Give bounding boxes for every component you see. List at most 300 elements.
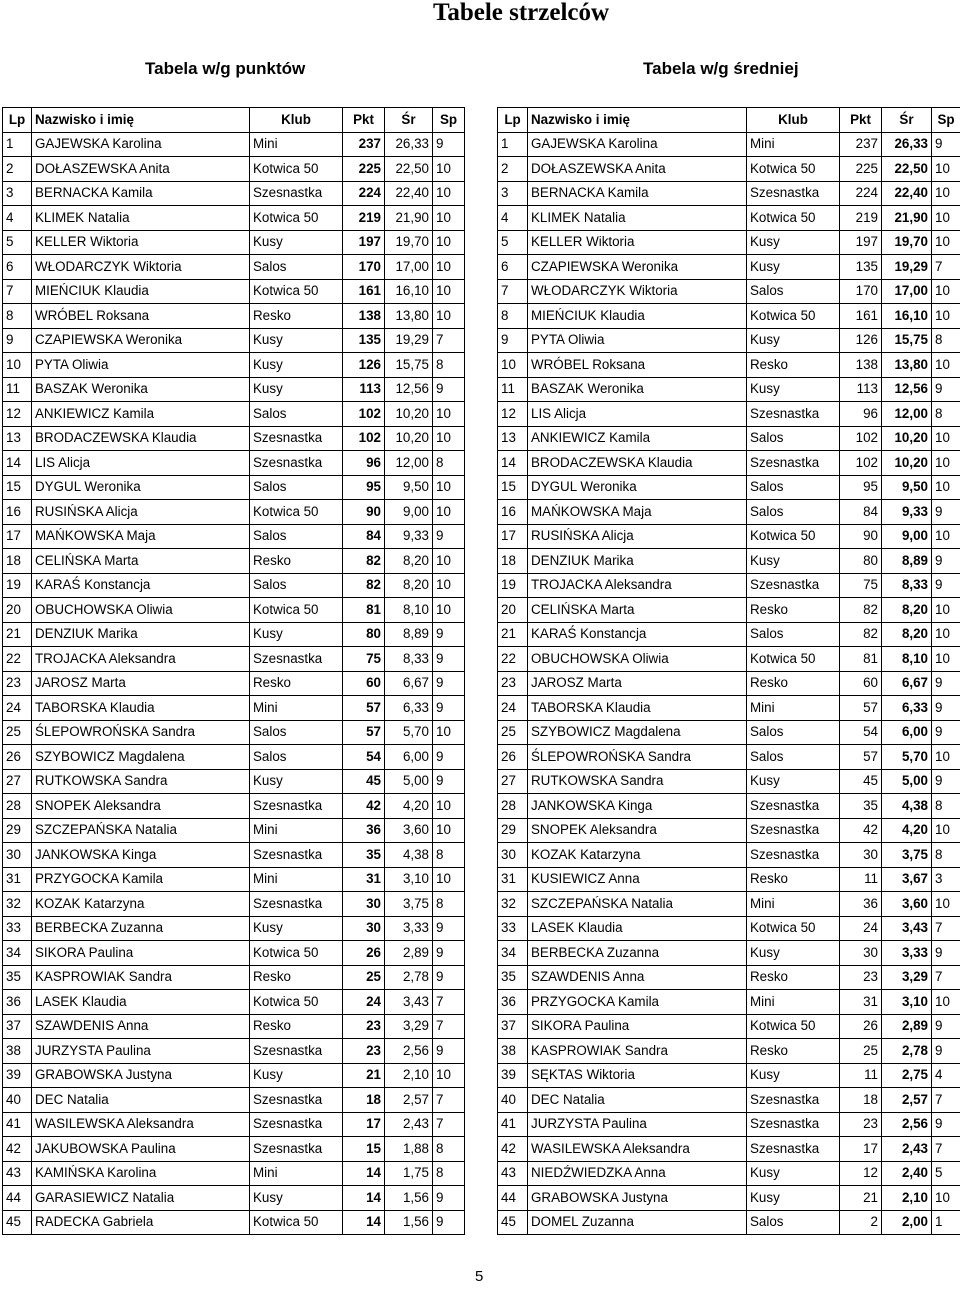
- cell-lp: 29: [498, 818, 528, 843]
- cell-lp: 10: [498, 353, 528, 378]
- cell-club: Kotwica 50: [250, 990, 343, 1015]
- cell-points: 170: [343, 255, 385, 280]
- table-row: [498, 916, 960, 941]
- cell-name: LIS Alicja: [528, 402, 747, 427]
- cell-points: 237: [840, 132, 882, 157]
- cell-club: Kusy: [747, 255, 840, 280]
- cell-lp: 16: [3, 500, 32, 525]
- cell-points: 113: [343, 377, 385, 402]
- cell-average: 3,60: [385, 818, 433, 843]
- cell-games: 7: [932, 255, 960, 280]
- header-games: Sp: [433, 108, 465, 133]
- cell-points: 21: [343, 1063, 385, 1088]
- cell-lp: 17: [3, 524, 32, 549]
- cell-name: SZAWDENIS Anna: [528, 965, 747, 990]
- cell-points: 11: [840, 1063, 882, 1088]
- cell-games: 10: [433, 157, 465, 182]
- table-row: [498, 745, 960, 770]
- table-row: [498, 720, 960, 745]
- cell-club: Resko: [747, 598, 840, 623]
- cell-games: 10: [932, 157, 960, 182]
- cell-average: 8,20: [385, 573, 433, 598]
- average-table: [497, 107, 960, 1235]
- table-row: [3, 1210, 465, 1235]
- cell-points: 30: [343, 892, 385, 917]
- cell-points: 219: [840, 206, 882, 231]
- cell-name: DEC Natalia: [528, 1088, 747, 1113]
- cell-club: Mini: [747, 990, 840, 1015]
- cell-lp: 6: [3, 255, 32, 280]
- table-row: [498, 794, 960, 819]
- cell-average: 3,29: [882, 965, 932, 990]
- cell-club: Mini: [747, 132, 840, 157]
- cell-games: 10: [433, 206, 465, 231]
- cell-games: 10: [932, 647, 960, 672]
- table-row: [3, 1186, 465, 1211]
- cell-lp: 14: [3, 451, 32, 476]
- cell-average: 9,50: [882, 475, 932, 500]
- cell-lp: 36: [498, 990, 528, 1015]
- cell-average: 15,75: [882, 328, 932, 353]
- cell-name: MIEŃCIUK Klaudia: [32, 279, 250, 304]
- cell-average: 8,10: [882, 647, 932, 672]
- cell-average: 22,40: [882, 181, 932, 206]
- cell-games: 9: [433, 941, 465, 966]
- cell-points: 18: [343, 1088, 385, 1113]
- cell-average: 3,75: [882, 843, 932, 868]
- cell-points: 224: [343, 181, 385, 206]
- cell-games: 8: [433, 353, 465, 378]
- cell-lp: 35: [3, 965, 32, 990]
- cell-name: ANKIEWICZ Kamila: [528, 426, 747, 451]
- cell-points: 75: [343, 647, 385, 672]
- cell-average: 4,38: [385, 843, 433, 868]
- cell-lp: 37: [3, 1014, 32, 1039]
- table-row: [498, 426, 960, 451]
- cell-club: Kotwica 50: [747, 524, 840, 549]
- cell-club: Kusy: [747, 230, 840, 255]
- cell-average: 22,50: [385, 157, 433, 182]
- cell-club: Kotwica 50: [747, 304, 840, 329]
- cell-games: 9: [433, 647, 465, 672]
- header-games: Sp: [932, 108, 960, 133]
- table-row: [498, 1039, 960, 1064]
- cell-club: Kusy: [250, 622, 343, 647]
- cell-games: 10: [932, 892, 960, 917]
- cell-name: SNOPEK Aleksandra: [528, 818, 747, 843]
- cell-points: 42: [840, 818, 882, 843]
- cell-club: Salos: [250, 573, 343, 598]
- cell-points: 35: [343, 843, 385, 868]
- cell-name: DYGUL Weronika: [528, 475, 747, 500]
- cell-lp: 40: [498, 1088, 528, 1113]
- cell-points: 224: [840, 181, 882, 206]
- table-row: [498, 892, 960, 917]
- cell-average: 6,33: [882, 696, 932, 721]
- cell-games: 9: [433, 769, 465, 794]
- cell-lp: 1: [3, 132, 32, 157]
- cell-lp: 1: [498, 132, 528, 157]
- cell-games: 9: [932, 1039, 960, 1064]
- cell-games: 10: [433, 1063, 465, 1088]
- cell-club: Szesnastka: [250, 892, 343, 917]
- cell-points: 14: [343, 1161, 385, 1186]
- cell-name: MAŃKOWSKA Maja: [528, 500, 747, 525]
- cell-average: 3,67: [882, 867, 932, 892]
- table-row: [498, 230, 960, 255]
- cell-name: KELLER Wiktoria: [32, 230, 250, 255]
- cell-average: 6,33: [385, 696, 433, 721]
- cell-games: 9: [932, 696, 960, 721]
- cell-games: 7: [433, 1112, 465, 1137]
- cell-club: Szesnastka: [250, 1137, 343, 1162]
- cell-points: 126: [343, 353, 385, 378]
- cell-average: 9,33: [385, 524, 433, 549]
- cell-lp: 42: [3, 1137, 32, 1162]
- header-name: Nazwisko i imię: [528, 108, 747, 133]
- cell-games: 10: [932, 745, 960, 770]
- table-row: [3, 353, 465, 378]
- cell-name: CZAPIEWSKA Weronika: [528, 255, 747, 280]
- cell-lp: 26: [3, 745, 32, 770]
- cell-name: JANKOWSKA Kinga: [32, 843, 250, 868]
- cell-average: 8,89: [882, 549, 932, 574]
- header-points: Pkt: [840, 108, 882, 133]
- cell-club: Salos: [747, 475, 840, 500]
- cell-lp: 2: [3, 157, 32, 182]
- cell-name: ANKIEWICZ Kamila: [32, 402, 250, 427]
- cell-average: 21,90: [385, 206, 433, 231]
- cell-name: RUTKOWSKA Sandra: [528, 769, 747, 794]
- cell-name: MIEŃCIUK Klaudia: [528, 304, 747, 329]
- cell-lp: 4: [498, 206, 528, 231]
- cell-average: 19,70: [882, 230, 932, 255]
- cell-lp: 22: [498, 647, 528, 672]
- cell-name: KOZAK Katarzyna: [528, 843, 747, 868]
- table-row: [3, 181, 465, 206]
- cell-average: 2,10: [882, 1186, 932, 1211]
- cell-average: 13,80: [385, 304, 433, 329]
- cell-name: LASEK Klaudia: [528, 916, 747, 941]
- cell-points: 75: [840, 573, 882, 598]
- cell-average: 4,38: [882, 794, 932, 819]
- cell-average: 5,00: [385, 769, 433, 794]
- cell-points: 84: [343, 524, 385, 549]
- cell-games: 10: [932, 475, 960, 500]
- cell-club: Salos: [747, 720, 840, 745]
- cell-points: 126: [840, 328, 882, 353]
- table-row: [498, 671, 960, 696]
- cell-average: 12,00: [882, 402, 932, 427]
- cell-club: Mini: [250, 1161, 343, 1186]
- cell-name: DOŁASZEWSKA Anita: [32, 157, 250, 182]
- cell-name: DYGUL Weronika: [32, 475, 250, 500]
- table-row: [498, 1137, 960, 1162]
- cell-points: 95: [840, 475, 882, 500]
- cell-games: 10: [433, 402, 465, 427]
- table-row: [3, 328, 465, 353]
- table-row: [498, 818, 960, 843]
- table-row: [498, 867, 960, 892]
- cell-lp: 27: [3, 769, 32, 794]
- cell-club: Kusy: [747, 328, 840, 353]
- cell-games: 8: [433, 1161, 465, 1186]
- table-row: [3, 671, 465, 696]
- cell-points: 95: [343, 475, 385, 500]
- table-row: [3, 1088, 465, 1113]
- cell-lp: 15: [498, 475, 528, 500]
- cell-name: SZYBOWICZ Magdalena: [32, 745, 250, 770]
- cell-points: 23: [840, 965, 882, 990]
- cell-name: BERNACKA Kamila: [32, 181, 250, 206]
- cell-name: PYTA Oliwia: [32, 353, 250, 378]
- cell-club: Szesnastka: [747, 1112, 840, 1137]
- cell-games: 9: [433, 622, 465, 647]
- cell-name: JURZYSTA Paulina: [32, 1039, 250, 1064]
- cell-games: 9: [932, 720, 960, 745]
- cell-lp: 34: [498, 941, 528, 966]
- table-row: [3, 867, 465, 892]
- cell-club: Szesnastka: [250, 647, 343, 672]
- cell-points: 237: [343, 132, 385, 157]
- cell-points: 57: [343, 720, 385, 745]
- cell-lp: 43: [498, 1161, 528, 1186]
- cell-name: SĘKTAS Wiktoria: [528, 1063, 747, 1088]
- cell-average: 8,20: [385, 549, 433, 574]
- cell-lp: 4: [3, 206, 32, 231]
- cell-lp: 11: [3, 377, 32, 402]
- cell-club: Kusy: [250, 1063, 343, 1088]
- table-row: [3, 255, 465, 280]
- cell-average: 3,33: [385, 916, 433, 941]
- cell-points: 81: [840, 647, 882, 672]
- cell-average: 6,67: [385, 671, 433, 696]
- cell-lp: 14: [498, 451, 528, 476]
- cell-lp: 7: [498, 279, 528, 304]
- header-club: Klub: [250, 108, 343, 133]
- table-row: [498, 941, 960, 966]
- cell-name: KUSIEWICZ Anna: [528, 867, 747, 892]
- header-club: Klub: [747, 108, 840, 133]
- cell-name: JAROSZ Marta: [528, 671, 747, 696]
- cell-name: RUSIŃSKA Alicja: [528, 524, 747, 549]
- cell-name: TROJACKA Aleksandra: [32, 647, 250, 672]
- cell-lp: 17: [498, 524, 528, 549]
- cell-name: BRODACZEWSKA Klaudia: [528, 451, 747, 476]
- cell-average: 5,70: [882, 745, 932, 770]
- table-row: [498, 206, 960, 231]
- cell-points: 30: [840, 941, 882, 966]
- cell-club: Kotwica 50: [747, 157, 840, 182]
- cell-lp: 12: [3, 402, 32, 427]
- cell-club: Kusy: [747, 769, 840, 794]
- cell-games: 10: [433, 720, 465, 745]
- cell-games: 10: [932, 230, 960, 255]
- cell-average: 21,90: [882, 206, 932, 231]
- cell-average: 12,56: [882, 377, 932, 402]
- cell-average: 9,50: [385, 475, 433, 500]
- cell-name: TABORSKA Klaudia: [528, 696, 747, 721]
- cell-games: 7: [932, 965, 960, 990]
- cell-lp: 21: [3, 622, 32, 647]
- cell-club: Mini: [250, 867, 343, 892]
- cell-average: 1,56: [385, 1186, 433, 1211]
- cell-games: 10: [433, 304, 465, 329]
- cell-club: Kotwica 50: [250, 500, 343, 525]
- table-row: [3, 916, 465, 941]
- cell-points: 30: [840, 843, 882, 868]
- table-row: [3, 1112, 465, 1137]
- cell-average: 26,33: [385, 132, 433, 157]
- cell-name: NIEDŹWIEDZKA Anna: [528, 1161, 747, 1186]
- table-row: [3, 892, 465, 917]
- cell-games: 8: [433, 843, 465, 868]
- cell-lp: 12: [498, 402, 528, 427]
- cell-lp: 5: [498, 230, 528, 255]
- cell-average: 9,33: [882, 500, 932, 525]
- cell-average: 2,89: [385, 941, 433, 966]
- table-row: [498, 843, 960, 868]
- cell-points: 31: [343, 867, 385, 892]
- table-row: [3, 745, 465, 770]
- cell-name: DENZIUK Marika: [528, 549, 747, 574]
- cell-games: 10: [433, 867, 465, 892]
- cell-lp: 35: [498, 965, 528, 990]
- cell-name: OBUCHOWSKA Oliwia: [32, 598, 250, 623]
- cell-club: Kusy: [250, 353, 343, 378]
- cell-club: Kusy: [250, 916, 343, 941]
- table-row: [3, 1063, 465, 1088]
- cell-name: PRZYGOCKA Kamila: [528, 990, 747, 1015]
- cell-average: 8,89: [385, 622, 433, 647]
- cell-lp: 31: [3, 867, 32, 892]
- cell-name: SZCZEPAŃSKA Natalia: [32, 818, 250, 843]
- cell-games: 9: [932, 1112, 960, 1137]
- cell-games: 10: [932, 524, 960, 549]
- cell-lp: 6: [498, 255, 528, 280]
- cell-games: 10: [932, 451, 960, 476]
- cell-average: 2,40: [882, 1161, 932, 1186]
- cell-points: 17: [840, 1137, 882, 1162]
- cell-club: Resko: [747, 671, 840, 696]
- cell-points: 42: [343, 794, 385, 819]
- table-row: [3, 402, 465, 427]
- header-points: Pkt: [343, 108, 385, 133]
- cell-games: 8: [932, 328, 960, 353]
- cell-lp: 19: [498, 573, 528, 598]
- cell-club: Kotwica 50: [747, 206, 840, 231]
- cell-lp: 21: [498, 622, 528, 647]
- cell-games: 9: [433, 524, 465, 549]
- cell-name: WRÓBEL Roksana: [32, 304, 250, 329]
- table-row: [3, 1039, 465, 1064]
- cell-name: CELIŃSKA Marta: [32, 549, 250, 574]
- table-row: [498, 1161, 960, 1186]
- cell-games: 8: [433, 892, 465, 917]
- cell-club: Kusy: [747, 1063, 840, 1088]
- cell-name: WRÓBEL Roksana: [528, 353, 747, 378]
- cell-lp: 2: [498, 157, 528, 182]
- cell-club: Kusy: [747, 377, 840, 402]
- cell-average: 2,10: [385, 1063, 433, 1088]
- cell-games: 9: [932, 671, 960, 696]
- cell-name: SIKORA Paulina: [528, 1014, 747, 1039]
- points-table: [2, 107, 465, 1235]
- cell-points: 45: [343, 769, 385, 794]
- cell-lp: 31: [498, 867, 528, 892]
- cell-name: ŚLEPOWROŃSKA Sandra: [528, 745, 747, 770]
- cell-name: PYTA Oliwia: [528, 328, 747, 353]
- cell-club: Szesnastka: [250, 1088, 343, 1113]
- cell-club: Kusy: [250, 769, 343, 794]
- table-row: [3, 843, 465, 868]
- cell-name: GRABOWSKA Justyna: [528, 1186, 747, 1211]
- cell-name: LASEK Klaudia: [32, 990, 250, 1015]
- cell-club: Kusy: [747, 1186, 840, 1211]
- cell-club: Szesnastka: [250, 1039, 343, 1064]
- cell-games: 9: [433, 671, 465, 696]
- cell-points: 14: [343, 1210, 385, 1235]
- cell-games: 10: [932, 304, 960, 329]
- cell-lp: 33: [3, 916, 32, 941]
- points-table-title: Tabela w/g punktów: [145, 59, 306, 78]
- cell-points: 82: [840, 622, 882, 647]
- page-title: Tabele strzelców: [432, 0, 610, 26]
- cell-games: 10: [433, 279, 465, 304]
- cell-games: 9: [433, 1210, 465, 1235]
- cell-club: Mini: [250, 696, 343, 721]
- cell-club: Kusy: [747, 549, 840, 574]
- table-row: [3, 1161, 465, 1186]
- cell-club: Kotwica 50: [250, 206, 343, 231]
- cell-name: KLIMEK Natalia: [32, 206, 250, 231]
- cell-points: 135: [840, 255, 882, 280]
- cell-average: 9,00: [385, 500, 433, 525]
- cell-games: 10: [433, 426, 465, 451]
- cell-name: BERBECKA Zuzanna: [32, 916, 250, 941]
- table-row: [498, 1063, 960, 1088]
- cell-lp: 38: [3, 1039, 32, 1064]
- cell-games: 9: [433, 745, 465, 770]
- table-row: [3, 524, 465, 549]
- cell-average: 2,78: [385, 965, 433, 990]
- table-row: [498, 1112, 960, 1137]
- cell-games: 9: [932, 132, 960, 157]
- cell-lp: 33: [498, 916, 528, 941]
- page-number: 5: [475, 1268, 484, 1285]
- cell-club: Szesnastka: [747, 573, 840, 598]
- cell-average: 4,20: [385, 794, 433, 819]
- cell-points: 102: [343, 426, 385, 451]
- cell-lp: 39: [498, 1063, 528, 1088]
- cell-points: 225: [343, 157, 385, 182]
- cell-points: 102: [840, 426, 882, 451]
- cell-games: 7: [932, 916, 960, 941]
- cell-average: 8,10: [385, 598, 433, 623]
- cell-points: 197: [840, 230, 882, 255]
- cell-name: SNOPEK Aleksandra: [32, 794, 250, 819]
- cell-name: JURZYSTA Paulina: [528, 1112, 747, 1137]
- cell-average: 2,43: [882, 1137, 932, 1162]
- cell-lp: 37: [498, 1014, 528, 1039]
- cell-name: JAROSZ Marta: [32, 671, 250, 696]
- table-row: [3, 206, 465, 231]
- cell-average: 2,75: [882, 1063, 932, 1088]
- cell-club: Kusy: [747, 941, 840, 966]
- table-row: [498, 279, 960, 304]
- cell-club: Szesnastka: [747, 843, 840, 868]
- cell-lp: 28: [3, 794, 32, 819]
